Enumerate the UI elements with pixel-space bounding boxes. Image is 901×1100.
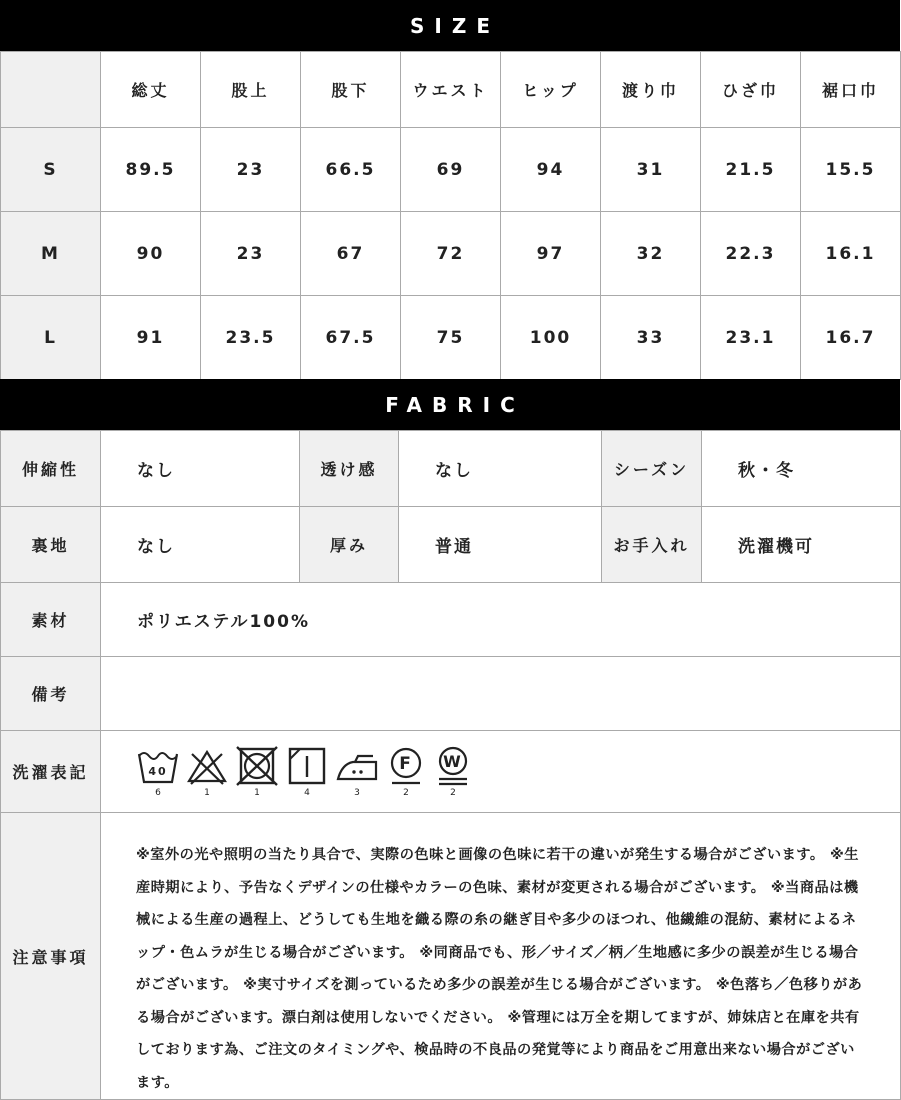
notes-label: 注意事項 — [1, 813, 101, 1100]
table-cell: 23 — [201, 128, 301, 212]
table-cell: 15.5 — [801, 128, 901, 212]
care-number: 6 — [155, 787, 161, 798]
size-title: SIZE — [409, 13, 500, 38]
table-cell: 75 — [401, 296, 501, 380]
wet-clean-w-icon — [433, 746, 473, 786]
table-cell: 72 — [401, 212, 501, 296]
care-symbol — [286, 746, 328, 798]
wash-tub-40-icon — [137, 746, 179, 786]
header-total-length: 総丈 — [101, 52, 201, 128]
wash-symbols — [101, 746, 900, 798]
table-row — [1, 128, 901, 212]
no-tumble-dry-icon — [235, 746, 279, 786]
table-cell: 23 — [201, 212, 301, 296]
header-rise: 股上 — [201, 52, 301, 128]
table-cell: 100 — [501, 296, 601, 380]
wet-clean-letter: W — [443, 751, 463, 771]
thickness-label: 厚み — [300, 507, 399, 583]
size-label: L — [1, 296, 101, 380]
wash-label: 洗濯表記 — [1, 731, 101, 813]
remarks-value — [101, 657, 901, 731]
table-cell: 67 — [301, 212, 401, 296]
no-bleach-icon — [186, 746, 228, 786]
care-number: 2 — [450, 787, 456, 798]
season-label: シーズン — [602, 431, 702, 507]
size-label: M — [1, 212, 101, 296]
material-value: ポリエステル100% — [101, 583, 901, 657]
table-cell: 22.3 — [701, 212, 801, 296]
table-cell: 91 — [101, 296, 201, 380]
care-number: 2 — [403, 787, 409, 798]
dry-clean-f-icon — [386, 746, 426, 786]
care-symbol — [235, 746, 279, 798]
table-cell: 16.7 — [801, 296, 901, 380]
fabric-title: FABRIC — [385, 392, 525, 417]
table-cell: 23.5 — [201, 296, 301, 380]
season-value: 秋・冬 — [702, 431, 901, 507]
table-cell: 66.5 — [301, 128, 401, 212]
care-number: 1 — [204, 787, 210, 798]
table-cell: 69 — [401, 128, 501, 212]
wash-row — [1, 731, 901, 813]
table-cell: 33 — [601, 296, 701, 380]
care-symbol — [386, 746, 426, 798]
table-cell: 97 — [501, 212, 601, 296]
lining-value: なし — [101, 507, 300, 583]
header-hem: 裾口巾 — [801, 52, 901, 128]
table-row — [1, 212, 901, 296]
table-cell: 31 — [601, 128, 701, 212]
header-inseam: 股下 — [301, 52, 401, 128]
header-hip: ヒップ — [501, 52, 601, 128]
header-waist: ウエスト — [401, 52, 501, 128]
sheer-value: なし — [399, 431, 602, 507]
care-label: お手入れ — [602, 507, 702, 583]
dry-clean-letter: F — [399, 753, 413, 774]
table-cell: 16.1 — [801, 212, 901, 296]
care-symbol — [335, 746, 379, 798]
wash-symbols-cell — [101, 731, 901, 813]
fabric-section-header — [0, 379, 900, 430]
table-cell: 89.5 — [101, 128, 201, 212]
table-row — [1, 296, 901, 380]
header-thigh: 渡り巾 — [601, 52, 701, 128]
line-dry-icon — [286, 746, 328, 786]
table-cell: 23.1 — [701, 296, 801, 380]
fabric-table — [0, 430, 901, 583]
fabric-detail-table — [0, 582, 901, 1100]
care-symbol — [186, 746, 228, 798]
table-cell: 90 — [101, 212, 201, 296]
iron-low-icon — [335, 746, 379, 786]
table-cell: 94 — [501, 128, 601, 212]
care-number: 1 — [254, 787, 260, 798]
remarks-row — [1, 657, 901, 731]
fabric-row-2 — [1, 507, 901, 583]
table-cell: 67.5 — [301, 296, 401, 380]
notes-row — [1, 813, 901, 1100]
table-cell: 21.5 — [701, 128, 801, 212]
table-cell: 32 — [601, 212, 701, 296]
size-table — [0, 51, 901, 380]
header-knee: ひざ巾 — [701, 52, 801, 128]
size-corner-cell — [1, 52, 101, 128]
fabric-row-1 — [1, 431, 901, 507]
care-value: 洗濯機可 — [702, 507, 901, 583]
lining-label: 裏地 — [1, 507, 101, 583]
wash-temp-text: 40 — [148, 764, 168, 778]
size-section-header — [0, 0, 900, 51]
care-number: 4 — [304, 787, 310, 798]
material-row — [1, 583, 901, 657]
size-label: S — [1, 128, 101, 212]
sheer-label: 透け感 — [300, 431, 399, 507]
care-symbol — [433, 746, 473, 798]
stretch-value: なし — [101, 431, 300, 507]
care-symbol — [137, 746, 179, 798]
material-label: 素材 — [1, 583, 101, 657]
thickness-value: 普通 — [399, 507, 602, 583]
stretch-label: 伸縮性 — [1, 431, 101, 507]
notes-text: ※室外の光や照明の当たり具合で、実際の色味と画像の色味に若干の違いが発生する場合がございます。 ※生産時期により、予告なくデザインの仕様やカラーの色味、素材が変更される場合がございます。 ※当商品は機械による生産の過程上、どうしても生地を織る際の糸の継ぎ目や多少のほつれ、他繊維の混紡、素材によるネップ・色ムラが生じる場合がございます。 ※同商品でも、形／サイズ／柄／生地感に多少の誤差が生じる場合がございます。 ※実寸サイズを測っているため多少の誤差が生じる場合がございます。 ※色落ち／色移りがある場合がございます。漂白剤は使用しないでください。 ※管理には万全を期してますが、姉妹店と在庫を共有しております為、ご注文のタイミングや、検品時の不良品の発覚等により商品をご用意出来ない場合がございます。 — [101, 813, 901, 1100]
size-header-row — [1, 52, 901, 128]
remarks-label: 備考 — [1, 657, 101, 731]
care-number: 3 — [354, 787, 360, 798]
